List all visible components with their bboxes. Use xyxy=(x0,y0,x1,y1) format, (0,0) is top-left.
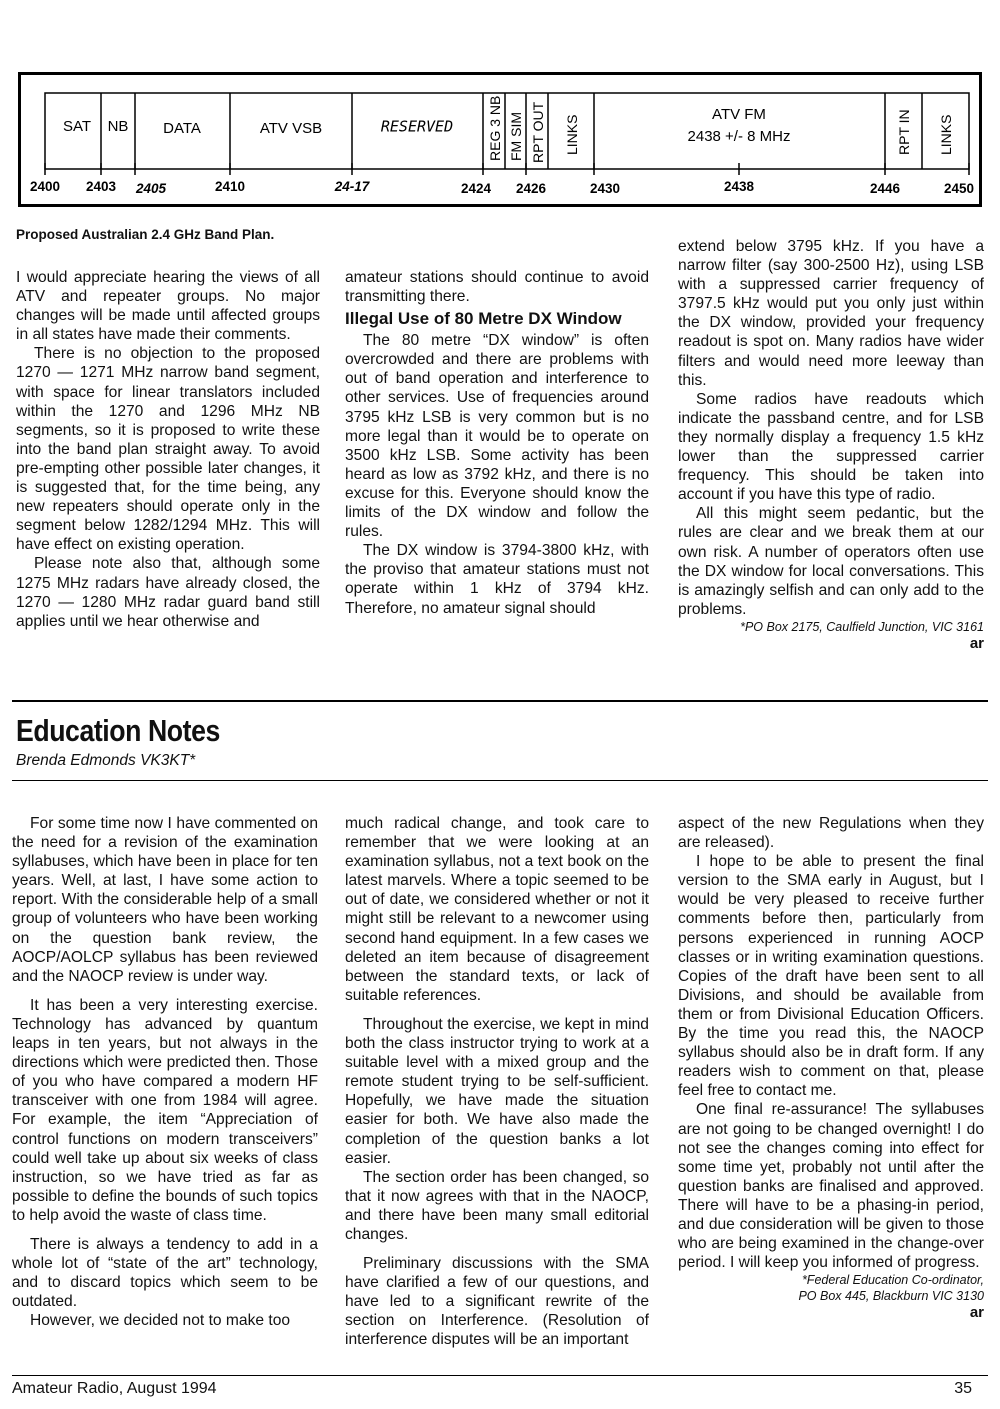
segment-nb: NB xyxy=(107,117,129,135)
band-plan-svg xyxy=(21,75,979,204)
tick-label: 2450 xyxy=(943,181,975,196)
segment-links-2: LINKS xyxy=(938,114,954,155)
end-mark: ar xyxy=(969,634,984,652)
band-plan-figure xyxy=(18,72,982,207)
tick-label: 2438 xyxy=(723,179,755,194)
paragraph: Throughout the exercise, we kept in mind both the class instructor trying to work at a suitable level with a mixed group and the remote student trying to be self-sufficient. Hopefully, we have made the situation easier for both. We have also made the completion of the question banks a lot easier. xyxy=(345,1015,649,1167)
paragraph: Some radios have readouts which indicate the passband centre, and for LSB they normally display a frequency 1.5 kHz lower than the suppressed carrier frequency. This should be taken into account if you have this type of radio. xyxy=(678,390,984,504)
tick-label: 2424 xyxy=(460,181,492,196)
segment-atv-vsb: ATV VSB xyxy=(259,119,323,137)
tick-label: 2400 xyxy=(29,179,61,194)
author-address: PO Box 445, Blackburn VIC 3130 xyxy=(798,1289,984,1304)
paragraph: Please note also that, although some 1275 MHz radars have already closed, the 1270 — 1280 MHz radar guard band still applies until we hear otherwise and xyxy=(16,555,320,630)
tick-label: 2426 xyxy=(515,181,547,196)
article-title: Education Notes xyxy=(16,713,220,748)
tick-label: 2446 xyxy=(869,181,901,196)
article-byline: Brenda Edmonds VK3KT* xyxy=(16,752,196,769)
paragraph: Preliminary discussions with the SMA have clarified a few of our questions, and have led to a significant rewrite of the section on Interference. (Resolution of interference disputes will be an important xyxy=(345,1255,649,1349)
paragraph: I hope to be able to present the final version to the SMA early in August, but I would be very pleased to receive further comments before then, particularly from persons experienced in running AOCP classes or in writing examination questions. Copies of the draft have been sent to all Divisions, and should be available from them or from Divisional Education Officers. By the time you read this, the NAOCP syllabus should also be in draft form. If any readers wish to comment on that, please feel free to contact me. xyxy=(678,853,984,1100)
segment-reserved: RESERVED xyxy=(380,117,454,136)
paragraph: extend below 3795 kHz. If you have a narrow filter (say 300-2500 Hz), using LSB with a suppressed carrier frequency of 3797.5 kHz would put you only just within the DX window, provided your frequency readout is spot on. Many radios have wider filters and would need more leeway than this. xyxy=(678,238,984,389)
article2-column-1 xyxy=(12,814,318,1330)
divider-rule xyxy=(12,780,988,781)
paragraph: The section order has been changed, so that it now agrees with that in the NAOCP, and there have been many small editorial changes. xyxy=(345,1168,649,1243)
segment-sat: SAT xyxy=(62,117,92,135)
article1-column-2 xyxy=(345,268,649,618)
paragraph: There is always a tendency to add in a whole lot of “state of the art” technology, and to discard topics which seem to be outdated. xyxy=(12,1235,318,1311)
segment-fm-sim: FM SIM xyxy=(508,112,524,161)
paragraph: There is no objection to the proposed 1270 — 1271 MHz narrow band segment, with space for linear translators included within the 1270 and 1296 MHz NB segments, so it is proposed to write these into the band plan straight away. To avoid pre-empting other possible later changes, it is suggested that, for the time being, any new repeaters should operate only in the segment below 1282/1294 MHz. This will have effect on existing operation. xyxy=(16,345,320,554)
segment-rpt-out: RPT OUT xyxy=(530,101,546,163)
segment-rpt-in: RPT IN xyxy=(896,109,912,155)
tick-label: 24-17 xyxy=(334,179,370,194)
article2-column-2 xyxy=(345,814,649,1350)
article1-column-3 xyxy=(678,237,984,653)
segment-atv-fm: ATV FM xyxy=(712,105,766,123)
author-address: *PO Box 2175, Caulfield Junction, VIC 3161 xyxy=(740,619,984,634)
paragraph: The 80 metre “DX window” is often overcrowded and there are problems with out of band operation and interference to other services. Use of frequencies around 3795 kHz LSB is very common but is no more legal than it would be to operate on 3500 kHz LSB. Some activity has been heard as low as 3792 kHz, and there is no excuse for this. Everyone should know the limits of the DX window and follow the rules. xyxy=(345,332,649,541)
paragraph: One final re-assurance! The syllabuses are not going to be changed overnight! I do not see the changes coming into effect for some time yet, probably not until after the question banks are finalised and approved. There will have to be a phasing-in period, and due consideration will be given to those who are being examined in the change-over period. I will keep you informed of progress. xyxy=(678,1101,984,1272)
paragraph: However, we decided not to make too xyxy=(30,1312,291,1330)
footer-rule xyxy=(12,1375,988,1376)
paragraph: For some time now I have commented on the need for a revision of the examination syllabuses, which have been in place for ten years. Well, at last, I have some action to report. With the considerable help of a small group of volunteers who have been working on the question bank review, the AOCP/AOLCP syllabus has been reviewed and the NAOCP review is under way. xyxy=(12,815,318,985)
segment-links-1: LINKS xyxy=(564,114,580,155)
section-heading: Illegal Use of 80 Metre DX Window xyxy=(345,309,622,329)
divider-rule xyxy=(12,700,988,702)
tick-label: 2410 xyxy=(214,179,246,194)
article2-column-3 xyxy=(678,814,984,1322)
article1-column-1 xyxy=(16,268,320,631)
paragraph: much radical change, and took care to remember that we were looking at an examination syllabus, not a text book on the latest marvels. Where a topic seemed to be out of date, we considered whether or not it might still be relevant to a newcomer using second hand equipment. In a few cases we deleted an item because of disagreement between the standard texts, or lack of suitable references. xyxy=(345,815,649,1004)
segment-atv-fm-range: 2438 +/- 8 MHz xyxy=(687,127,791,145)
paragraph: All this might seem pedantic, but the rules are clear and we break them at our own risk. A number of operators often use the DX window for local conversations. This is amazingly selfish and can only add to the problems. xyxy=(678,505,984,618)
page-number: 35 xyxy=(954,1380,972,1397)
paragraph: aspect of the new Regulations when they are released). xyxy=(678,815,984,852)
tick-label: 2430 xyxy=(589,181,621,196)
paragraph: It has been a very interesting exercise. Technology has advanced by quantum leaps in ten years, but not always in the directions which were predicted then. Those of you who have compared a modern HF transceiver with one from 1984 will agree. For example, the item “Appreciation of control functions on modern transceivers” could well take up about six weeks of class instruction, so we have tried as far as possible to define the bounds of such topics to help avoid the waste of class time. xyxy=(12,996,318,1224)
tick-label: 2405 xyxy=(135,181,167,196)
footer-publication: Amateur Radio, August 1994 xyxy=(12,1380,217,1397)
paragraph: The DX window is 3794-3800 kHz, with the proviso that amateur stations must not operate within 1 kHz of 3794 kHz. Therefore, no amateur signal should xyxy=(345,542,649,617)
figure-caption: Proposed Australian 2.4 GHz Band Plan. xyxy=(16,227,275,242)
segment-data: DATA xyxy=(163,119,201,137)
paragraph: I would appreciate hearing the views of all ATV and repeater groups. No major changes will be made until affected groups in all states have made their comments. xyxy=(16,269,320,344)
paragraph: amateur stations should continue to avoid transmitting there. xyxy=(345,269,649,306)
segment-reg3nb: REG 3 NB xyxy=(487,95,503,161)
tick-label: 2403 xyxy=(85,179,117,194)
author-title: *Federal Education Co-ordinator, xyxy=(801,1273,984,1288)
end-mark: ar xyxy=(969,1304,984,1322)
